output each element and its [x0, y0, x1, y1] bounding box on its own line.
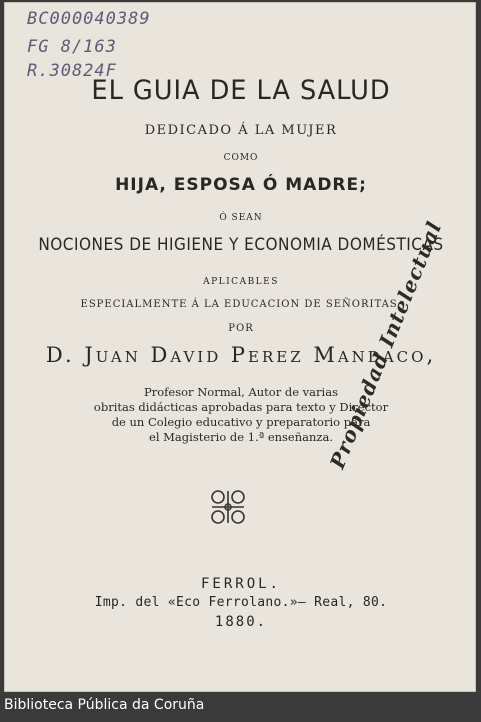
imprint-year: 1880. — [214, 614, 268, 630]
imprint-printer: Imp. del «Eco Ferrolano.»— Real, 80. — [94, 595, 388, 610]
author-bio — [5, 385, 477, 445]
como-line: COMO — [223, 153, 259, 163]
library-footer — [0, 692, 481, 722]
catalog-note-2: FG 8/163 — [27, 37, 117, 57]
bio-line: obritas didácticas aprobadas para texto y Director — [93, 400, 389, 414]
author-name: D. Juan David Perez Mandaco, — [45, 343, 437, 367]
o-sean-line: Ó SEAN — [219, 213, 263, 223]
por-line: POR — [228, 323, 254, 334]
dedication-line: DEDICADO Á LA MUJER — [144, 123, 338, 138]
roles-line: HIJA, ESPOSA Ó MADRE; — [115, 175, 367, 195]
ornament-icon — [208, 487, 248, 527]
especialmente-line: ESPECIALMENTE Á LA EDUCACION DE SEÑORITAS, — [80, 299, 402, 310]
imprint-city: FERROL. — [200, 576, 281, 592]
aplicables-line: APLICABLES — [203, 277, 279, 287]
bio-line: Profesor Normal, Autor de varias — [144, 385, 338, 399]
catalog-note-1: BC000040389 — [27, 9, 151, 29]
subtitle-nociones: NOCIONES DE HIGIENE Y ECONOMIA DOMÉSTICAS — [38, 235, 444, 255]
bio-line: de un Colegio educativo y preparatorio para — [111, 415, 371, 429]
book-title: EL GUIA DE LA SALUD — [91, 75, 391, 106]
bio-line: el Magisterio de 1.ª enseñanza. — [149, 430, 333, 444]
catalog-note-3: R.30824F — [27, 61, 117, 81]
library-credit: Biblioteca Pública da Coruña — [4, 697, 205, 713]
title-page — [4, 2, 476, 692]
intellectual-property-stamp: Propiedad Intelectual — [325, 217, 447, 472]
